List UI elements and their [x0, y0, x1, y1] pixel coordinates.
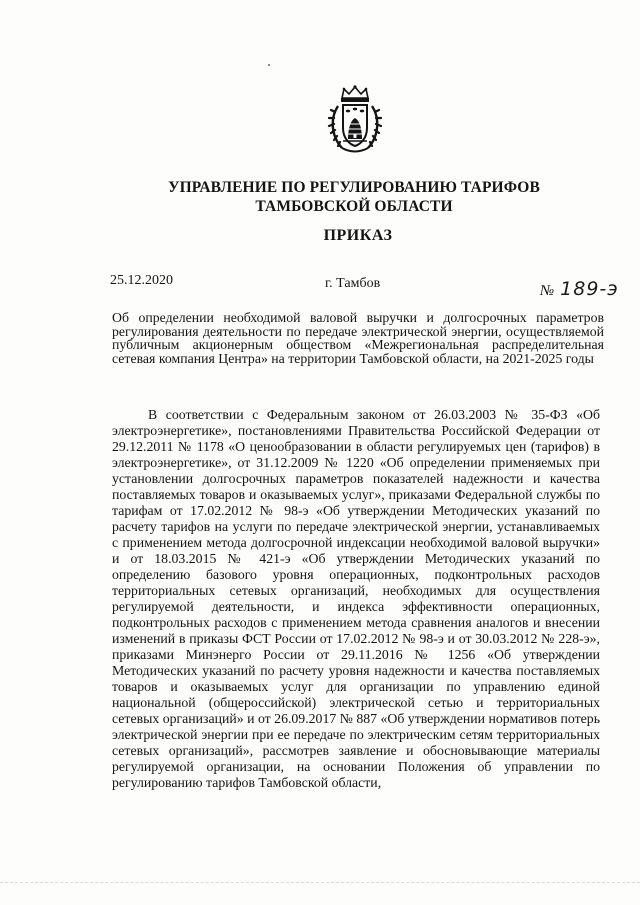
handwritten-number: 189-э: [560, 278, 619, 300]
coat-of-arms-icon: [326, 84, 384, 156]
authority-name: [0, 178, 640, 216]
authority-line-2: ТАМБОВСКОЙ ОБЛАСТИ: [255, 198, 453, 215]
document-date: 25.12.2020: [110, 273, 173, 288]
scan-footer-line: [0, 882, 640, 885]
document-subject: Об определении необходимой валовой выручки и долгосрочных параметров регулирования деятельности по передаче электрической энергии, осуществляемой публичным акционерным обществом «Межрегиональная распределительная сетевая компания Центра» на территории Тамбовской области, на 2021-2025 годы: [112, 310, 604, 366]
document-number: [540, 278, 619, 300]
authority-line-1: УПРАВЛЕНИЕ ПО РЕГУЛИРОВАНИЮ ТАРИФОВ: [168, 179, 540, 196]
document-body: В соответствии с Федеральным законом от 26.03.2003 № 35-ФЗ «Об электроэнергетике», постановлениями Правительства Российской Федерации от 29.12.2011 № 1178 «О ценообразовании в области регулируемых цен (тарифов) в электроэнергетике», от 31.12.2009 № 1220 «Об определении применяемых при установлении долгосрочных параметров показателей надежности и качества поставляемых товаров и оказываемых услуг», приказами Федеральной службы по тарифам от 17.02.2012 № 98-э «Об утверждении Методических указаний по расчету тарифов на услуги по передаче электрической энергии, устанавливаемых с применением метода долгосрочной индексации необходимой валовой выручки» и от 18.03.2015 № 421-э «Об утверждении Методических указаний по определению базового уровня операционных, подконтрольных расходов территориальных сетевых организаций, необходимых для осуществления регулируемой деятельности, и индекса эффективности операционных, подконтрольных расходов с применением метода сравнения аналогов и внесении изменений в приказы ФСТ России от 17.02.2012 № 98-э и от 30.03.2012 № 228-э», приказами Минэнерго России от 29.11.2016 № 1256 «Об утверждении Методических указаний по расчету уровня надежности и качества поставляемых товаров и оказываемых услуг для организации по управлению единой национальной (общероссийской) электрической сетью и территориальных сетевых организаций» и от 26.09.2017 № 887 «Об утверждении нормативов потерь электрической энергии при ее передаче по электрическим сетям территориальных сетевых организаций», рассмотрев заявление и обосновывающие материалы регулируемой организации, на основании Положения об управлении по регулированию тарифов Тамбовской области,: [112, 407, 600, 790]
scan-speck: [268, 64, 270, 66]
document-type: ПРИКАЗ: [323, 227, 393, 244]
document-place: г. Тамбов: [325, 276, 381, 291]
number-sign: №: [540, 283, 555, 299]
